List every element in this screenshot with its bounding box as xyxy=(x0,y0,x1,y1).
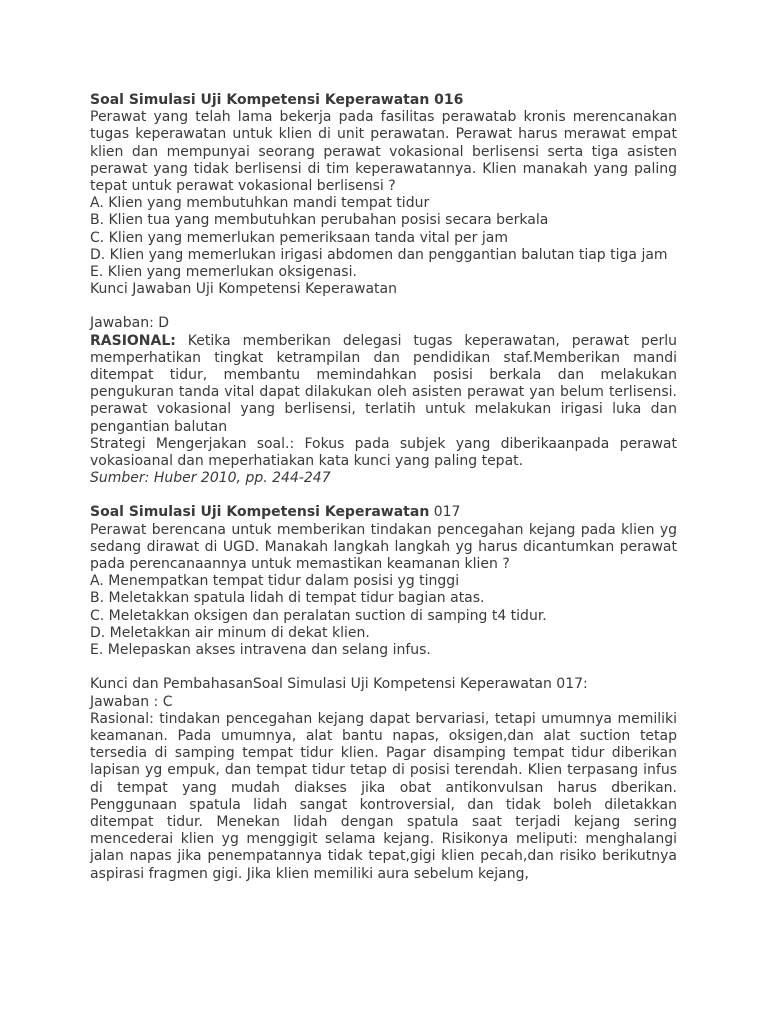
q017-option-e: E. Melepaskan akses intravena dan selang infus. xyxy=(90,642,431,659)
q017-question: Perawat berencana untuk memberikan tindakan pencegahan kejang pada klien yg sedang dirawat di UGD. Manakah langkah langkah yg harus dicantumkan perawat pada perencanaannya untuk memastikan keamanan klien ? xyxy=(90,521,677,573)
q016-option-e: E. Klien yang memerlukan oksigenasi. xyxy=(90,264,357,281)
q016-answer: Jawaban: D xyxy=(90,315,170,332)
q017-answer: Jawaban : C xyxy=(90,693,173,710)
q016-question: Perawat yang telah lama bekerja pada fasilitas perawatab kronis merencanakan tugas keperawatan untuk klien di unit perawatan. Perawat harus merawat empat klien dan mempunyai seorang perawat vokasional berlisensi serta tiga asisten perawat yang tidak berlisensi di tim keperawatannya. Klien manakah yang paling tepat untuk perawat vokasional berlisensi ? xyxy=(90,109,677,195)
spacer xyxy=(90,487,677,504)
q016-key-heading: Kunci Jawaban Uji Kompetensi Keperawatan xyxy=(90,281,397,298)
q017-title xyxy=(90,504,677,521)
spacer xyxy=(90,659,677,676)
q016-rationale xyxy=(90,333,677,436)
q016-option-c: C. Klien yang memerlukan pemeriksaan tanda vital per jam xyxy=(90,229,508,246)
q016-option-a: A. Klien yang membutuhkan mandi tempat tidur xyxy=(90,195,430,212)
q016-option-b: B. Klien tua yang membutuhkan perubahan posisi secara berkala xyxy=(90,212,549,229)
q017-rationale: Rasional: tindakan pencegahan kejang dapat bervariasi, tetapi umumnya memiliki keamanan. Pada umumnya, alat bantu napas, oksigen,dan alat suction tetap tersedia di samping tempat tidur klien. Pagar disamping tempat tidur diberikan lapisan yg empuk, dan tempat tidur tetap di posisi terendah. Klien terpasang infus di tempat yang mudah diakses jika obat antikonvulsan harus dberikan. Penggunaan spatula lidah sangat kontroversial, dan tidak boleh diletakkan ditempat tidur. Menekan lidah dengan spatula saat terjadi kejang sering mencederai klien yg menggigit selama kejang. Risikonya meliputi: menghalangi jalan napas jika penempatannya tidak tepat,gigi klien pecah,dan risiko berikutnya aspirasi fragmen gigi. Jika klien memiliki aura sebelum kejang, xyxy=(90,710,677,882)
q016-strategy: Strategi Mengerjakan soal.: Fokus pada subjek yang diberikaanpada perawat vokasioanal dan meperhatiakan kata kunci yang paling tepat. xyxy=(90,435,677,470)
q016-rationale-label: RASIONAL: xyxy=(90,332,176,349)
q017-option-d: D. Meletakkan air minum di dekat klien. xyxy=(90,624,370,641)
q017-option-a: A. Menempatkan tempat tidur dalam posisi yg tinggi xyxy=(90,573,460,590)
q016-source: Sumber: Huber 2010, pp. 244-247 xyxy=(90,470,331,487)
q016-title: Soal Simulasi Uji Kompetensi Keperawatan 016 xyxy=(90,92,464,108)
q017-key-heading: Kunci dan PembahasanSoal Simulasi Uji Kompetensi Keperawatan 017: xyxy=(90,676,588,693)
q016-option-d: D. Klien yang memerlukan irigasi abdomen dan penggantian balutan tiap tiga jam xyxy=(90,246,668,263)
q017-option-b: B. Meletakkan spatula lidah di tempat tidur bagian atas. xyxy=(90,590,485,607)
spacer xyxy=(90,298,677,315)
q016-rationale-text: Ketika memberikan delegasi tugas keperawatan, perawat perlu memperhatikan tingkat ketrampilan dan pendidikan staf.Memberikan mandi ditempat tidur, membantu memindahkan posisi berkala dan melakukan pengukuran tanda vital dapat dilakukan oleh asisten perawat yan belum terlisensi. perawat vokasional yang berlisensi, terlatih untuk melakukan irigasi luka dan pengantian balutan xyxy=(90,332,677,435)
q017-title-number: 017 xyxy=(429,504,461,521)
q017-option-c: C. Meletakkan oksigen dan peralatan suction di samping t4 tidur. xyxy=(90,607,547,624)
q017-title-bold: Soal Simulasi Uji Kompetensi Keperawatan xyxy=(90,504,430,521)
document-page xyxy=(90,92,677,883)
